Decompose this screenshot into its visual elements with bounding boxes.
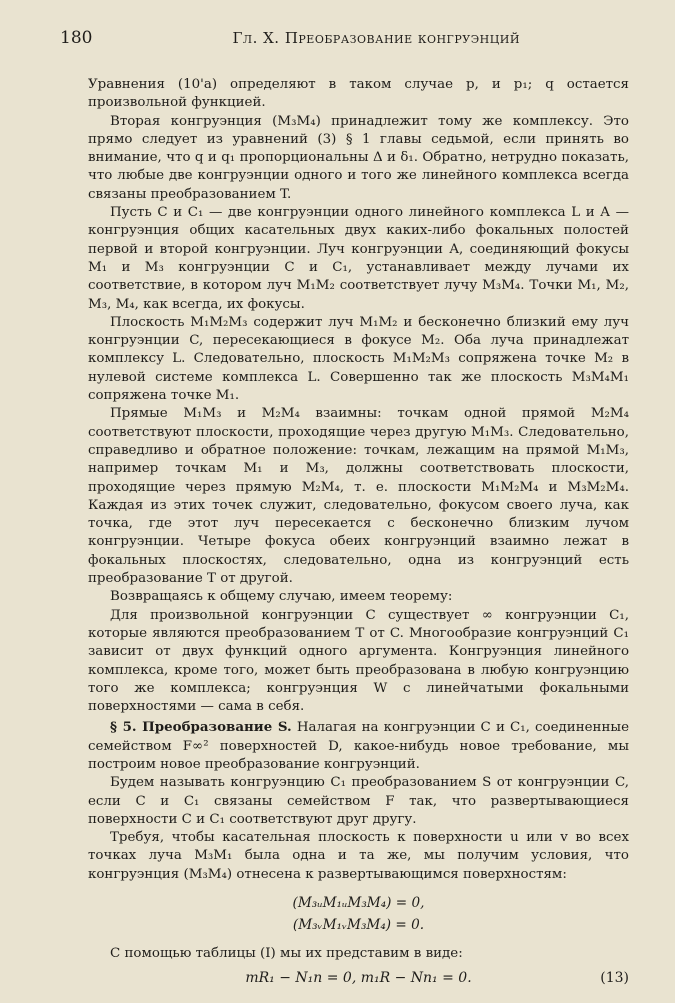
equation: (M₃ᵤM₁ᵤM₃M₄) = 0, xyxy=(292,895,425,912)
paragraph: Вторая конгруэнция (M₃M₄) принадлежит тому же комплексу. Это прямо следует из уравнений (3) § 1 главы седьмой, если принять во внимание, что q и q₁ пропорциональны Δ и δ₁. Обратно, нетрудно показать, что любые две конгруэнции одного и того же линейного комплекса всегда связаны преобразованием T. xyxy=(88,113,629,202)
equation-body: mR₁ − N₁n = 0, m₁R − Nn₁ = 0. xyxy=(245,969,472,986)
equation-number: (13) xyxy=(600,969,629,986)
section-text: Налагая на конгруэнции C и C₁, соединенные семейством F∞² поверхностей D, какое-нибудь новое требование, мы построим новое преобразование конгруэнций. xyxy=(88,720,629,772)
paragraph: Прямые M₁M₃ и M₂M₄ взаимны: точкам одной прямой M₂M₄ соответствуют плоскости, проходящие через другую M₁M₃. Следовательно, справедливо и обратное положение: точкам, лежащим на прямой M₁M₃, например точкам M₁ и M₃, должны соответствовать плоскости, проходящие через прямую M₂M₄, т. е. плоскости M₁M₂M₄ и M₃M₂M₄. Каждая из этих точек служит, следовательно, фокусом своего луча, как точка, где этот луч пересекается с бесконечно близким лучом конгруэнции. Четыре фокуса обеих конгруэнций взаимно лежат в фокальных плоскостях, следовательно, одна из конгруэнций есть преобразование T от другой. xyxy=(88,406,629,587)
paragraph: Требуя, чтобы касательная плоскость к поверхности u или v во всех точках луча M₃M₁ была одна и та же, мы получим условия, что конгруэнция (M₃M₄) отнесена к развертывающимся поверхностям: xyxy=(88,830,629,882)
theorem-paragraph: Для произвольной конгруэнции C существует ∞ конгруэнции C₁, которые являются преобразованием T от C. Многообразие конгруэнций C₁ зависит от двух функций одного аргумента. Конгруэнция линейного комплекса, кроме того, может быть преобразована в любую конгруэнцию того же комплекса; конгруэнция W с линейчатыми фокальными поверхностями — сама в себя. xyxy=(88,607,629,715)
section-heading: § 5. Преобразование S. xyxy=(110,719,292,736)
paragraph: Возвращаясь к общему случаю, имеем теорему: xyxy=(110,589,453,605)
page-number: 180 xyxy=(60,28,93,48)
page-header xyxy=(60,28,629,64)
body-text xyxy=(88,76,629,987)
paragraph: Плоскость M₁M₂M₃ содержит луч M₁M₂ и бесконечно близкий ему луч конгруэнции C, пересекающиеся в фокусе M₂. Оба луча принадлежат комплексу L. Следовательно, плоскость M₁M₂M₃ сопряжена точке M₂ в нулевой системе комплекса L. Совершенно так же плоскость M₃M₄M₁ сопряжена точке M₁. xyxy=(88,314,629,404)
equation: (M₃ᵥM₁ᵥM₃M₄) = 0. xyxy=(292,917,425,934)
paragraph: Уравнения (10'a) определяют в таком случае p, и p₁; q остается произвольной функцией. xyxy=(88,77,629,111)
paragraph: Пусть C и C₁ — две конгруэнции одного линейного комплекса L и A — конгруэнция общих касательных двух каких-либо фокальных полостей первой и второй конгруэнции. Луч конгруэнции A, соединяющий фокусы M₁ и M₃ конгруэнции C и C₁, устанавливает между лучами их соответствие, в котором луч M₁M₂ соответствует лучу M₃M₄. Точки M₁, M₂, M₃, M₄, как всегда, их фокусы. xyxy=(88,205,629,312)
numbered-equation xyxy=(88,969,629,987)
closing-paragraph: С помощью таблицы (I) мы их представим в виде: xyxy=(110,945,463,961)
section-paragraph xyxy=(88,718,629,774)
paragraph: Будем называть конгруэнцию C₁ преобразованием S от конгруэнции C, если C и C₁ связаны семейством F так, что развертывающиеся поверхности C и C₁ соответствуют друг другу. xyxy=(88,775,629,827)
running-head: Гл. X. Преобразование конгруэнций xyxy=(232,29,520,47)
